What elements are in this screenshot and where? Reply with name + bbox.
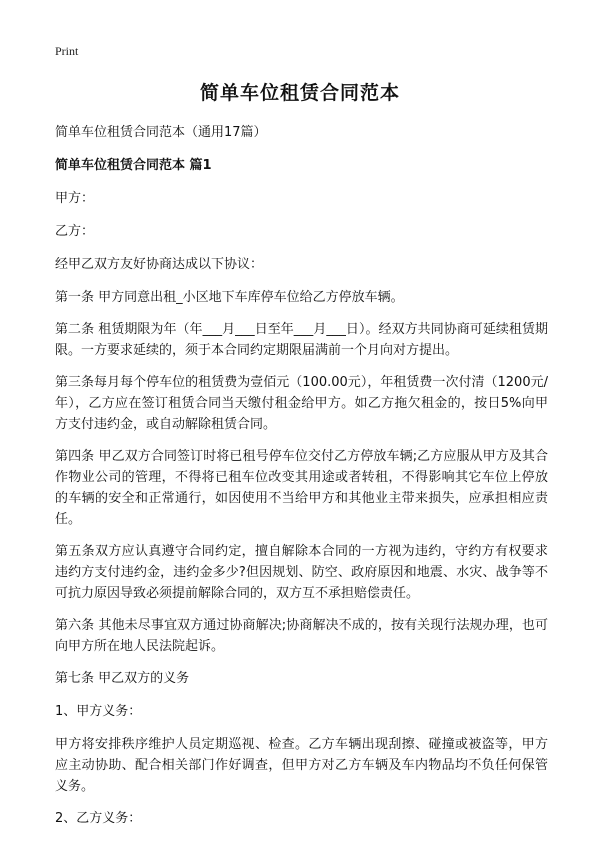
article-5: 第五条双方应认真遵守合同约定，擅自解除本合同的一方视为违约，守约方有权要求违约方支付违约金，违约金多少?但因规划、防空、政府原因和地震、水灾、战争等不可抗力原因导致必须提前解除合同的，双方互不承担赔偿责任。 (55, 544, 548, 601)
section-heading: 简单车位租赁合同范本 篇1 (55, 158, 212, 173)
document-subtitle: 简单车位租赁合同范本（通用17篇） (55, 125, 267, 140)
intro-line: 经甲乙双方友好协商达成以下协议： (55, 257, 264, 272)
article-3: 第三条每月每个停车位的租赁费为壹佰元（100.00元），年租赁费一次付清（1200元/年），乙方应在签订租赁合同当天缴付租金给甲方。如乙方拖欠租金的，按日5%向甲方支付违约金，或自动解除租赁合同。 (55, 375, 548, 432)
article-1: 第一条 甲方同意出租_小区地下车库停车位给乙方停放车辆。 (55, 290, 404, 305)
duty-a-text: 甲方将安排秩序维护人员定期巡视、检查。乙方车辆出现刮擦、碰撞或被盗等，甲方应主动协助、配合相关部门作好调查，但甲方对乙方车辆及车内物品均不负任何保管义务。 (55, 737, 548, 794)
duty-b-heading: 2、乙方义务： (55, 811, 142, 826)
article-2: 第二条 租赁期限为年（年___月___日至年___月___日）。经双方共同协商可延续租赁期限。一方要求延续的，须于本合同约定期限届满前一个月向对方提出。 (55, 322, 548, 358)
page-title: 简单车位租赁合同范本 (199, 82, 400, 104)
article-4: 第四条 甲乙双方合同签订时将已租号停车位交付乙方停放车辆;乙方应服从甲方及其合作物业公司的管理，不得将已租车位改变其用途或者转租，不得影响其它车位上停放的车辆的安全和正常通行，如因使用不当给甲方和其他业主带来损失，应承担相应责任。 (55, 449, 548, 527)
document-body (55, 122, 548, 841)
article-6: 第六条 其他未尽事宜双方通过协商解决;协商解决不成的，按有关现行法规办理，也可向甲方所在地人民法院起诉。 (55, 618, 548, 654)
article-7: 第七条 甲乙双方的义务 (55, 671, 190, 686)
print-link[interactable]: Print (55, 44, 79, 58)
party-b-line: 乙方： (55, 224, 95, 239)
party-a-line: 甲方： (55, 191, 95, 206)
duty-a-heading: 1、甲方义务： (55, 704, 142, 719)
